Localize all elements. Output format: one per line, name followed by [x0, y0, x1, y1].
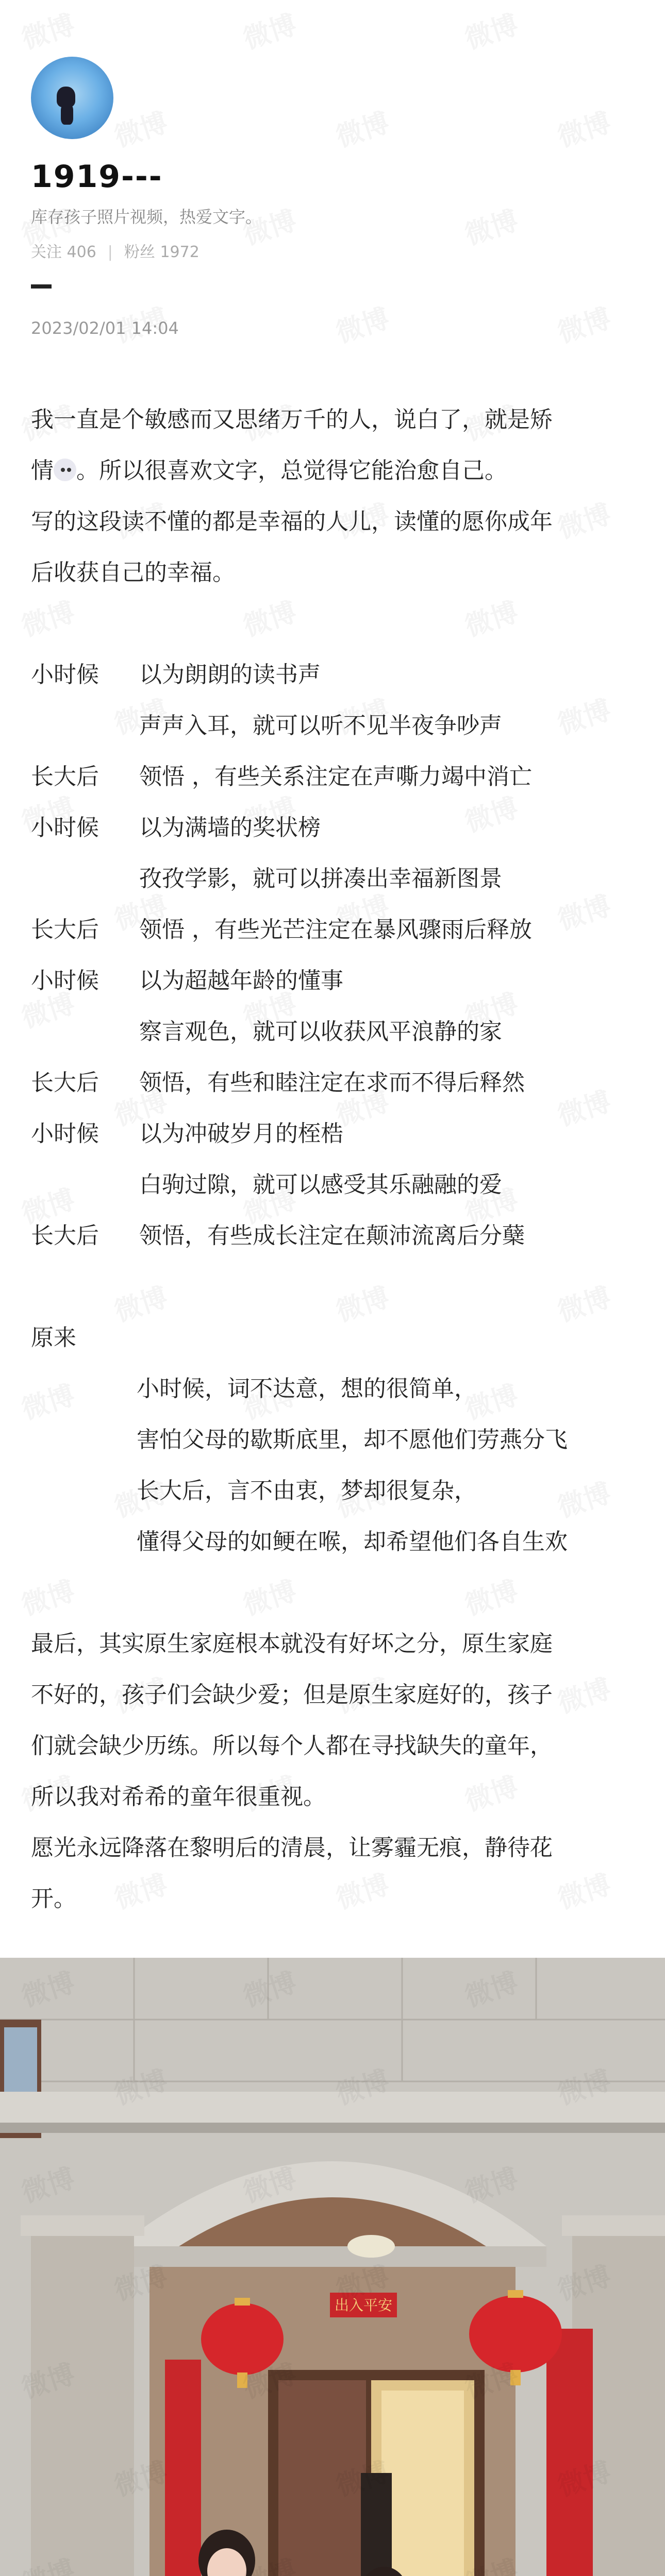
poem-line	[31, 1108, 634, 1159]
poem-line	[31, 700, 634, 751]
poem-line	[31, 751, 634, 802]
following-count[interactable]: 关注 406	[31, 243, 96, 261]
poem-line	[31, 1006, 634, 1057]
poem-line	[31, 649, 634, 700]
poem-line-label: 长大后	[31, 1070, 99, 1096]
profile-header	[31, 57, 634, 338]
poem-line-label	[31, 853, 139, 904]
poem-line-label	[31, 1159, 139, 1210]
poem-line-text: 领悟 ，有些关系注定在声嘶力竭中消亡	[139, 764, 532, 790]
spacer	[31, 1567, 634, 1618]
poem-line-text: 孜孜学影，就可以拼凑出幸福新图景	[139, 866, 502, 892]
yuanlai-block	[31, 1363, 634, 1567]
avatar[interactable]	[31, 57, 113, 139]
poem-line	[31, 1210, 634, 1261]
poem-line-label	[31, 700, 139, 751]
yuanlai-line: 小时候，词不达意，想的很简单，	[137, 1376, 477, 1402]
poem-line	[31, 904, 634, 955]
emoji-icon	[54, 459, 76, 481]
closing-line: 最后，其实原生家庭根本就没有好坏之分，原生家庭	[31, 1631, 553, 1657]
poem-line-text: 领悟，有些成长注定在颠沛流离后分蘖	[139, 1223, 525, 1249]
poem-line	[31, 955, 634, 1006]
poem-line-text: 以为超越年龄的懂事	[139, 968, 343, 994]
poem-line-text: 以为冲破岁月的桎梏	[139, 1121, 343, 1147]
poem-line-label: 小时候	[31, 968, 99, 994]
poem-line-text: 以为朗朗的读书声	[139, 662, 321, 688]
poem-line-text: 以为满墙的奖状榜	[139, 815, 321, 841]
post-photo[interactable]	[0, 1958, 665, 2576]
yuanlai-title: 原来	[31, 1325, 76, 1351]
poem-line-label: 长大后	[31, 917, 99, 943]
watermark-text	[16, 3, 79, 56]
post-intro-line: 情 。所以很喜欢文字，总觉得它能治愈自己。	[31, 457, 507, 484]
poem-line-text: 声声入耳，就可以听不见半夜争吵声	[139, 713, 502, 739]
closing-block	[31, 1618, 634, 1924]
yuanlai-line: 懂得父母的如鲠在喉，却希望他们各自生欢	[137, 1529, 568, 1555]
poem-line-text: 察言观色，就可以收获风平浪静的家	[139, 1019, 502, 1045]
user-bio: 库存孩子照片视频，热爱文字。	[31, 207, 262, 227]
yuanlai-line: 害怕父母的歇斯底里，却不愿他们劳燕分飞	[137, 1427, 568, 1453]
post-intro-line: 写的这段读不懂的都是幸福的人儿，读懂的愿你成年	[31, 509, 553, 535]
spacer	[31, 1261, 634, 1312]
post-intro-line: 我一直是个敏感而又思绪万千的人，说白了，就是矫	[31, 406, 553, 433]
post-intro-line: 后收获自己的幸福。	[31, 560, 235, 586]
door-sign: 出入平安	[334, 2297, 393, 2314]
poem-block	[31, 649, 634, 1261]
section-divider	[31, 284, 52, 289]
closing-line: 们就会缺少历练。所以每个人都在寻找缺失的童年，	[31, 1733, 553, 1759]
poem-line-label	[31, 1006, 139, 1057]
yuanlai-line: 长大后，言不由衷，梦却很复杂，	[137, 1478, 477, 1504]
post-body	[31, 394, 634, 1924]
closing-line: 不好的，孩子们会缺少爱；但是原生家庭好的，孩子	[31, 1682, 553, 1708]
post-date: 2023/02/01 14:04	[31, 318, 179, 338]
user-stats: 关注 406 | 粉丝 1972	[31, 243, 200, 261]
poem-line	[31, 853, 634, 904]
spacer	[31, 598, 634, 649]
watermark-text	[459, 3, 522, 56]
poem-line	[31, 802, 634, 853]
username[interactable]: 1919---	[31, 159, 163, 195]
poem-line	[31, 1159, 634, 1210]
watermark-text	[238, 3, 301, 56]
poem-line-label: 长大后	[31, 764, 99, 790]
closing-line: 愿光永远降落在黎明后的清晨，让雾霾无痕，静待花	[31, 1835, 553, 1861]
poem-line-label: 小时候	[31, 662, 99, 688]
poem-line-label: 小时候	[31, 1121, 99, 1147]
poem-line-text: 领悟，有些和睦注定在求而不得后释然	[139, 1070, 525, 1096]
poem-line-label: 小时候	[31, 815, 99, 841]
poem-line	[31, 1057, 634, 1108]
poem-line-label: 长大后	[31, 1223, 99, 1249]
poem-line-text: 白驹过隙，就可以感受其乐融融的爱	[139, 1172, 502, 1198]
followers-count[interactable]: 粉丝 1972	[124, 243, 200, 261]
closing-line: 所以我对希希的童年很重视。	[31, 1784, 326, 1810]
poem-line-text: 领悟 ，有些光芒注定在暴风骤雨后释放	[139, 917, 532, 943]
closing-line: 开。	[31, 1886, 76, 1912]
